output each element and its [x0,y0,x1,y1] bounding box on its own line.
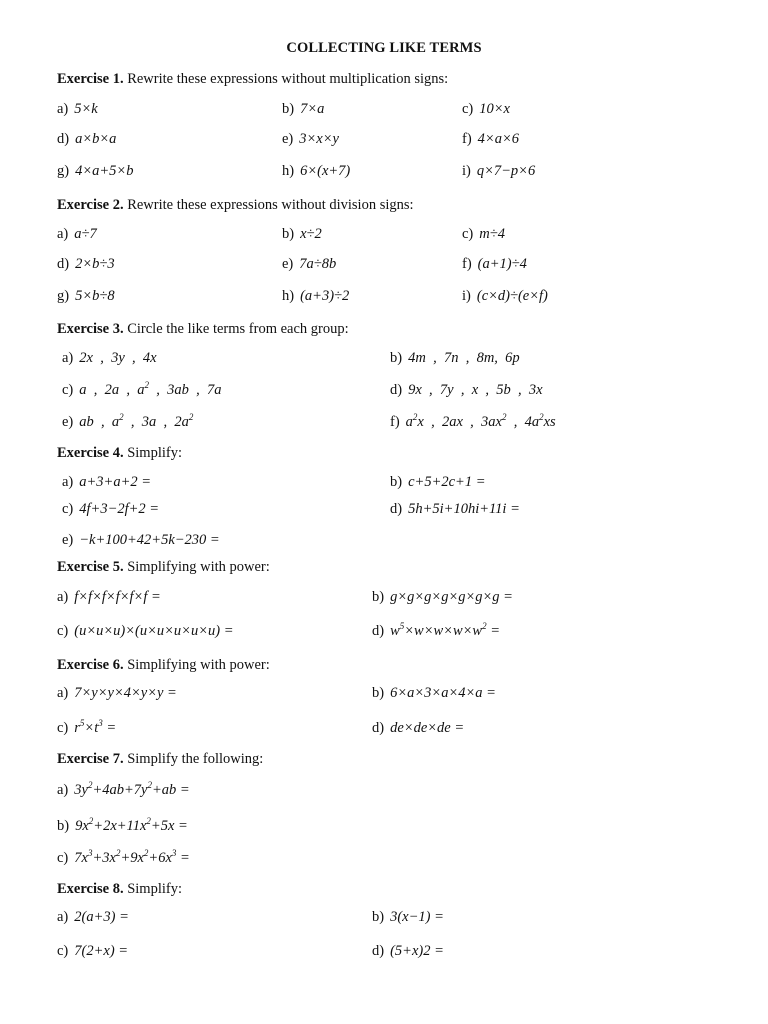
exercise-item [62,501,159,518]
item-expression: $9x^2+2x+11x^2+5x$ = [75,816,188,834]
item-expression: (a+1)÷4 [477,256,527,272]
item-label: b) [390,350,403,366]
exercise-item [372,685,496,702]
item-expression: (c×d)÷(e×f) [476,288,548,304]
exercise-instruction: Rewrite these expressions without division signs: [123,197,414,213]
item-label: g) [57,288,70,304]
item-label: e) [62,414,74,430]
item-label: c) [62,382,74,398]
exercise-item [282,163,350,180]
exercise-item [462,101,510,118]
exercise-item [462,288,548,305]
exercise-item [390,382,543,399]
exercise-item [57,818,188,835]
exercise-instruction: Simplifying with power: [123,559,270,575]
exercise-item [57,131,116,148]
item-label: i) [462,288,471,304]
item-expression: a×b×a [75,131,117,147]
exercise-item [390,501,520,518]
item-expression: 7a÷8b [299,256,337,272]
item-label: e) [282,131,294,147]
exercise-heading [57,559,270,576]
exercise-instruction: Simplify the following: [123,751,264,767]
item-label: a) [57,685,69,701]
exercise-label: Exercise 7. [57,751,124,767]
exercise-item [57,850,190,867]
item-expression: q×7−p×6 [476,163,536,179]
item-label: d) [390,382,403,398]
exercise-item [372,909,444,926]
item-expression: (u×u×u)×(u×u×u×u×u) = [74,623,234,639]
item-expression: 5×b÷8 [75,288,115,304]
item-expression: 4×a×6 [477,131,519,147]
exercise-instruction: Simplifying with power: [123,657,270,673]
item-label: b) [372,909,385,925]
exercise-heading [57,881,182,898]
item-expression: $r^5\times t^3$ = [74,718,117,736]
item-expression: $w^5\times w\times w\times w\times w^2$ = [390,621,501,639]
exercise-item [282,226,322,243]
item-label: a) [62,350,74,366]
exercise-item [62,350,157,367]
item-expression: de×de×de = [390,720,465,736]
exercise-item [462,163,535,180]
item-expression: $3y^2+4ab+7y^2+ab$ = [74,780,190,798]
exercise-item [62,414,193,431]
item-expression: f×f×f×f×f×f = [74,589,161,605]
item-label: d) [57,131,70,147]
exercise-label: Exercise 3. [57,321,124,337]
item-expression: 7(2+x) = [74,943,129,959]
exercise-item [282,101,324,118]
item-expression: 6×(x+7) [300,163,351,179]
item-expression: 3(x−1) = [390,909,444,925]
exercise-item [390,414,556,431]
item-label: f) [390,414,400,430]
exercise-item [57,226,97,243]
item-expression: x÷2 [300,226,322,242]
item-label: c) [462,101,474,117]
page-title: COLLECTING LIKE TERMS [286,40,482,56]
item-expression: ab , $a^2$ , 3a , $2a^2$ [79,412,194,430]
item-expression: 7×a [300,101,325,117]
item-label: f) [462,131,472,147]
item-expression: 5×k [74,101,98,117]
exercise-item [57,720,116,737]
item-label: d) [372,943,385,959]
item-label: d) [372,623,385,639]
item-expression: a÷7 [74,226,97,242]
item-label: a) [62,474,74,490]
exercise-instruction: Rewrite these expressions without multiplication signs: [123,71,449,87]
exercise-item [62,382,222,399]
item-label: d) [57,256,70,272]
item-expression: 4m , 7n , 8m, 6p [408,350,520,366]
exercise-item [372,720,464,737]
item-expression: 2x , 3y , 4x [79,350,157,366]
exercise-item [462,256,527,273]
item-label: a) [57,909,69,925]
item-expression: 2×b÷3 [75,256,115,272]
exercise-item [57,943,128,960]
exercise-label: Exercise 6. [57,657,124,673]
item-label: a) [57,589,69,605]
item-label: g) [57,163,70,179]
item-expression: a , 2a , $a^2$ , 3ab , 7a [79,380,222,398]
exercise-label: Exercise 8. [57,881,124,897]
exercise-item [390,350,520,367]
item-label: c) [62,501,74,517]
exercise-item [57,256,115,273]
item-expression: m÷4 [479,226,505,242]
exercise-instruction: Simplify: [123,881,182,897]
item-expression: c+5+2c+1 = [408,474,486,490]
item-label: c) [462,226,474,242]
item-label: h) [282,163,295,179]
exercise-instruction: Simplify: [123,445,182,461]
exercise-heading [57,445,182,462]
item-expression: $a^2x$ , 2ax , $3ax^2$ , $4a^2xs$ [405,412,556,430]
item-label: a) [57,226,69,242]
exercise-item [372,943,444,960]
exercise-item [282,131,339,148]
item-label: d) [390,501,403,517]
item-expression: 5h+5i+10hi+11i = [408,501,520,517]
exercise-item [372,623,500,640]
exercise-heading [57,197,414,214]
exercise-item [57,623,233,640]
item-label: e) [62,532,74,548]
item-expression: (a+3)÷2 [300,288,350,304]
item-expression: 6×a×3×a×4×a = [390,685,496,701]
item-label: i) [462,163,471,179]
exercise-heading [57,657,270,674]
exercise-item [282,256,336,273]
item-label: e) [282,256,294,272]
item-label: c) [57,850,69,866]
item-expression: (5+x)2 = [390,943,444,959]
exercise-item [57,163,133,180]
exercise-item [62,474,151,491]
exercise-heading [57,71,448,88]
item-label: a) [57,101,69,117]
exercise-item [462,226,505,243]
exercise-item [372,589,513,606]
item-label: b) [372,589,385,605]
item-expression: 7×y×y×4×y×y = [74,685,177,701]
item-expression: 4×a+5×b [75,163,134,179]
item-label: b) [390,474,403,490]
exercise-item [462,131,519,148]
item-expression: a+3+a+2 = [79,474,152,490]
exercise-item [57,589,161,606]
item-label: b) [282,101,295,117]
exercise-item [57,288,115,305]
exercise-label: Exercise 5. [57,559,124,575]
exercise-item [62,532,220,549]
item-label: c) [57,943,69,959]
item-label: d) [372,720,385,736]
exercise-item [57,909,129,926]
exercise-label: Exercise 2. [57,197,124,213]
item-label: c) [57,720,69,736]
exercise-item [282,288,349,305]
item-expression: 9x , 7y , x , 5b , 3x [408,382,543,398]
item-expression: 2(a+3) = [74,909,129,925]
exercise-item [57,101,98,118]
exercise-heading [57,321,349,338]
exercise-heading [57,751,263,768]
item-label: a) [57,782,69,798]
exercise-label: Exercise 4. [57,445,124,461]
item-label: c) [57,623,69,639]
item-expression: g×g×g×g×g×g×g = [390,589,513,605]
item-expression: 10×x [479,101,510,117]
item-expression: −k+100+42+5k−230 = [79,532,220,548]
exercise-item [57,685,177,702]
exercise-item [390,474,485,491]
item-label: b) [57,818,70,834]
item-expression: $7x^3+3x^2+9x^2+6x^3$ = [74,848,190,866]
item-label: f) [462,256,472,272]
item-label: h) [282,288,295,304]
item-expression: 3×x×y [299,131,339,147]
item-label: b) [282,226,295,242]
exercise-instruction: Circle the like terms from each group: [123,321,349,337]
item-label: b) [372,685,385,701]
exercise-item [57,782,190,799]
item-expression: 4f+3−2f+2 = [79,501,160,517]
exercise-label: Exercise 1. [57,71,124,87]
